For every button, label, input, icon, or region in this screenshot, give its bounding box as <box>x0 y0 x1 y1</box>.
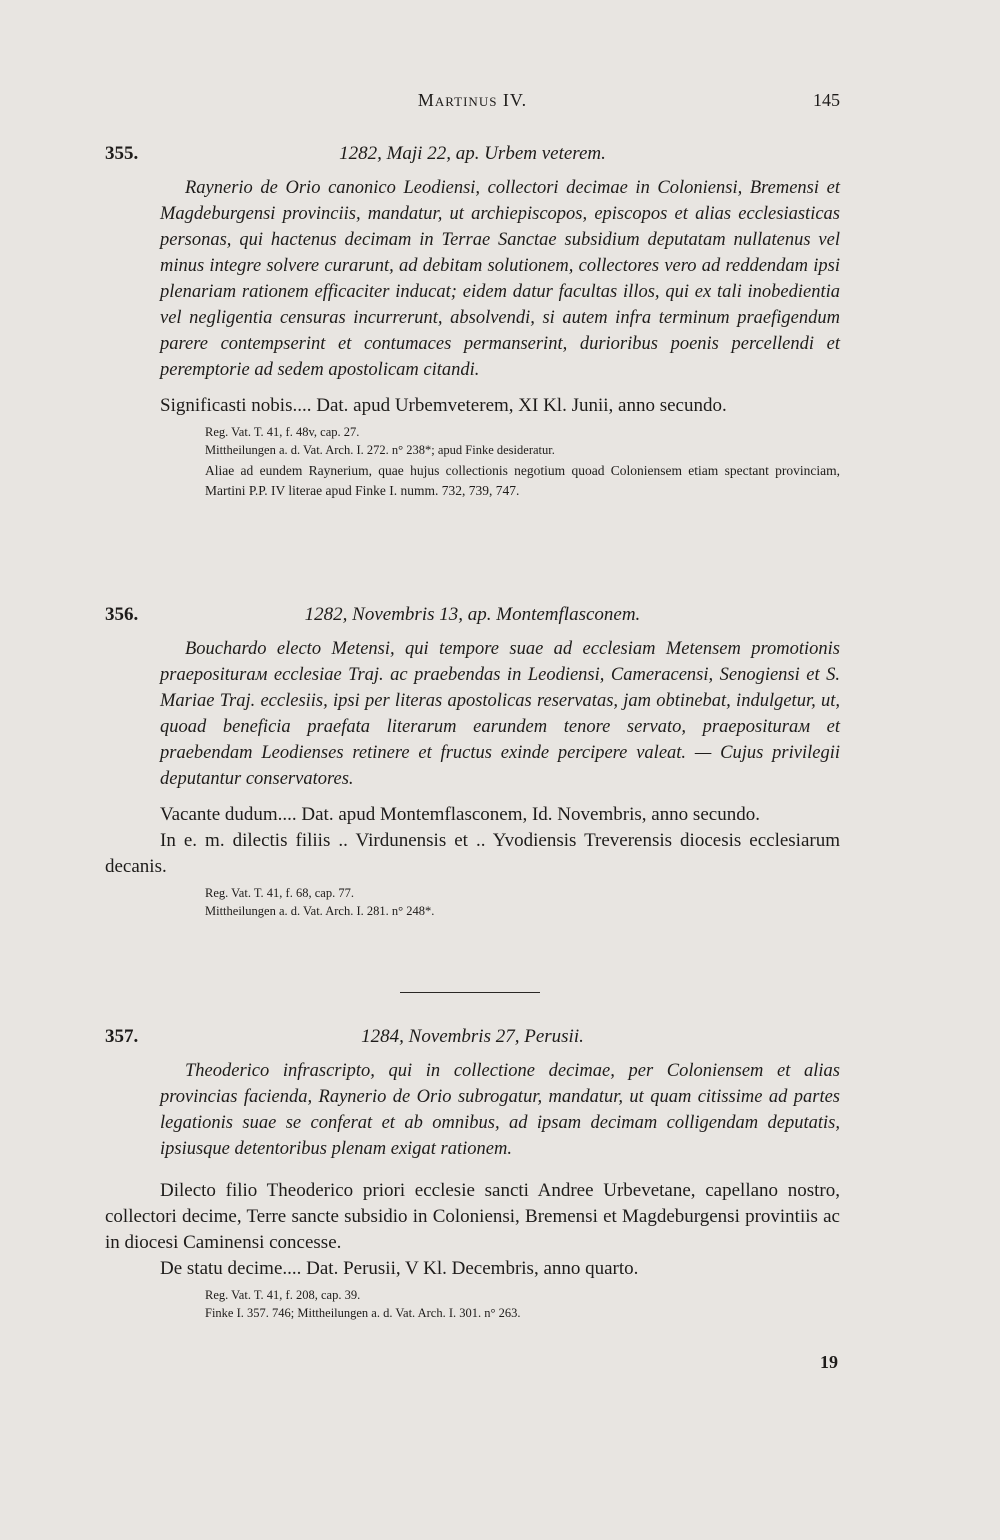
entry-heading <box>105 1026 840 1054</box>
entry-body-line: Dilecto filio Theoderico priori ecclesie sancti Andree Urbevetane, capellano nostro, collectori decime, Terre sancte subsidio in Coloniensi, Bremensi et Magdeburgensi provintiis ac in diocesi Caminensi concesse. <box>105 1180 840 1253</box>
entry-summary: Raynerio de Orio canonico Leodiensi, collectori decimae in Coloniensi, Bremensi et Magdeburgensi provinciis, mandatur, ut archiepiscopos, episcopos et alias ecclesiasticas personas, qui hactenus decimam in Terrae Sanctae subsidium deputatam nullatenus vel minus integre solvere curarunt, ad debitam solutionem, collectores vero ad reddendam ipsi plenariam rationem efficaciter inducat; eidem datur facultas illos, qui ex tali inobedientia vel negligentia censuras incurrerunt, absolvendi, si autem infra terminum praefigendum parere contempserint et contumaces permanserint, durioribus poenis percellendi et peremptorie ad sedem apostolicam citandi. <box>160 178 840 380</box>
entry-body-line: In e. m. dilectis filiis .. Virdunensis et .. Yvodiensis Treverensis diocesis ecclesiarum decanis. <box>105 830 840 877</box>
running-title: Martinus IV. <box>417 90 528 110</box>
entry-number: 356. <box>105 604 139 625</box>
entry-note: Aliae ad eundem Raynerium, quae hujus collectionis negotium quoad Coloniensem etiam spectant provinciam, Martini P.P. IV literae apud Finke I. numm. 732, 739, 747. <box>205 463 840 498</box>
reference-line: Finke I. 357. 746; Mittheilungen a. d. Vat. Arch. I. 301. n° 263. <box>205 1306 521 1320</box>
entry-number: 355. <box>105 143 139 164</box>
entry-body-line: Significasti nobis.... Dat. apud Urbemveterem, XI Kl. Junii, anno secundo. <box>160 395 727 416</box>
entry-body-line: De statu decime.... Dat. Perusii, V Kl. Decembris, anno quarto. <box>160 1258 639 1279</box>
entry-summary: Theoderico infrascripto, qui in collectione decimae, per Coloniensem et alias provincias facienda, Raynerio de Orio subrogatur, mandatur, ut quam citissime ad partes legationis suae se conferat et ab omnibus, ad ipsam decimam colligendam deputatis, ipsiusque detentoribus plenam exigat rationem. <box>160 1061 840 1159</box>
entry-number: 357. <box>105 1026 139 1047</box>
entry-357 <box>105 1026 840 1322</box>
entry-356 <box>105 604 840 920</box>
entry-dateline: 1282, Novembris 13, ap. Montemflasconem. <box>304 604 641 625</box>
reference-line: Reg. Vat. T. 41, f. 48v, cap. 27. <box>205 425 360 439</box>
reference-line: Reg. Vat. T. 41, f. 68, cap. 77. <box>205 886 354 900</box>
entry-body-line: Vacante dudum.... Dat. apud Montemflasconem, Id. Novembris, anno secundo. <box>160 804 760 825</box>
entry-references <box>105 884 840 920</box>
page-header <box>105 90 840 118</box>
entry-heading <box>105 143 840 171</box>
reference-line: Mittheilungen a. d. Vat. Arch. I. 272. n° 238*; apud Finke desideratur. <box>205 443 555 457</box>
entry-references <box>105 423 840 459</box>
entry-355 <box>105 143 840 501</box>
entry-heading <box>105 604 840 632</box>
entry-dateline: 1284, Novembris 27, Perusii. <box>361 1026 584 1047</box>
signature-mark: 19 <box>820 1352 838 1372</box>
reference-line: Mittheilungen a. d. Vat. Arch. I. 281. n° 248*. <box>205 904 435 918</box>
reference-line: Reg. Vat. T. 41, f. 208, cap. 39. <box>205 1288 361 1302</box>
entry-references <box>105 1286 840 1322</box>
entry-summary: Bouchardo electo Metensi, qui tempore suae ad ecclesiam Metensem promotionis praepositurам ecclesiae Traj. ac praebendas in Leodiensi, Cameracensi, Senogiensi et S. Mariae Traj. ecclesiis, ipsi per literas apostolicas reservatas, jam obtinebat, indulgetur, ut, quoad beneficia praefata literarum earundem tenore servato, praepositurам et praebendam Leodienses retinere et fructus exinde percipere valeat. — Cujus privilegii deputantur conservatores. <box>160 639 840 789</box>
section-separator <box>400 992 540 993</box>
page-number: 145 <box>813 90 840 110</box>
entry-dateline: 1282, Maji 22, ap. Urbem veterem. <box>339 143 606 164</box>
